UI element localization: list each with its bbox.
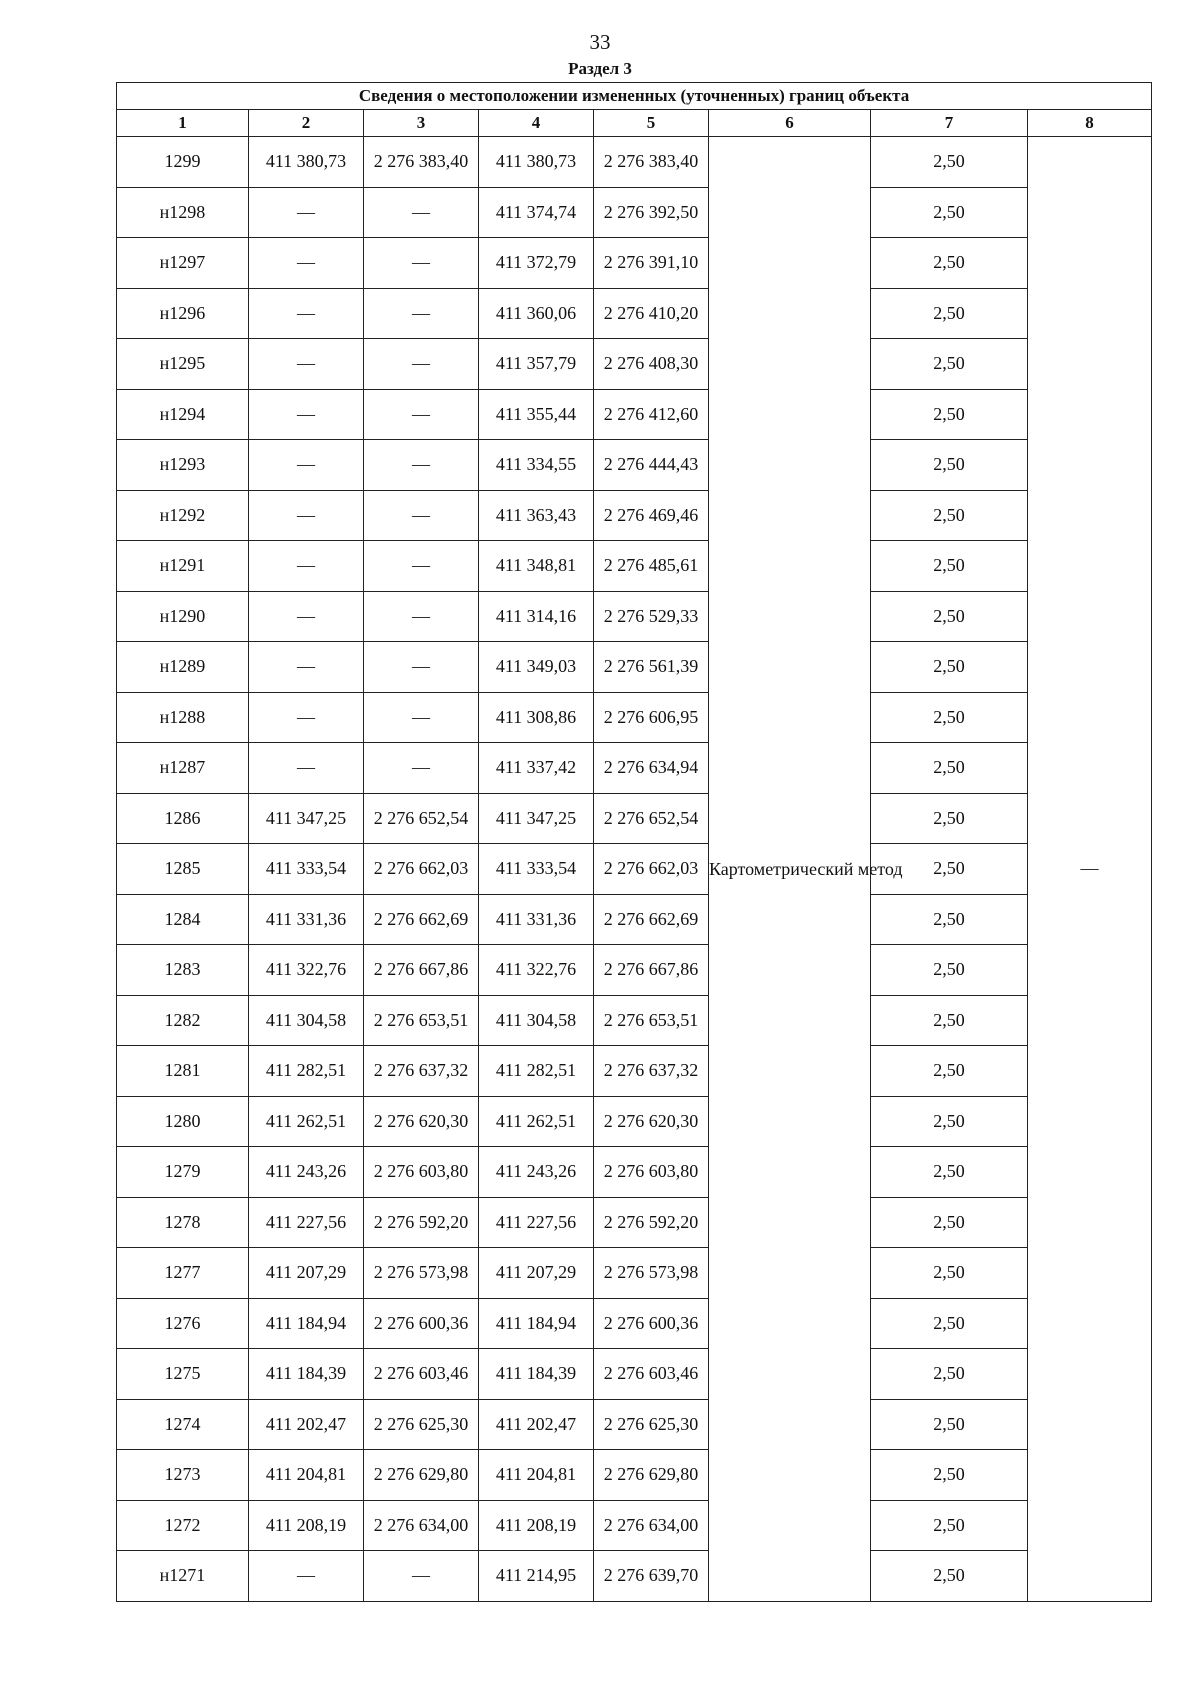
old-y-cell: — (364, 238, 479, 289)
column-header: 7 (871, 110, 1028, 137)
table-row (117, 541, 1152, 592)
new-y-cell: 2 276 529,33 (594, 591, 709, 642)
new-x-cell: 411 360,06 (479, 288, 594, 339)
table-row (117, 1248, 1152, 1299)
table-row (117, 1551, 1152, 1602)
old-x-cell: — (249, 187, 364, 238)
new-x-cell: 411 322,76 (479, 945, 594, 996)
old-y-cell: — (364, 389, 479, 440)
new-x-cell: 411 314,16 (479, 591, 594, 642)
point-number-cell: н1287 (117, 743, 249, 794)
accuracy-cell: 2,50 (871, 945, 1028, 996)
new-y-cell: 2 276 391,10 (594, 238, 709, 289)
old-x-cell: — (249, 238, 364, 289)
old-y-cell: — (364, 642, 479, 693)
old-x-cell: 411 202,47 (249, 1399, 364, 1450)
accuracy-cell: 2,50 (871, 1500, 1028, 1551)
old-y-cell: 2 276 634,00 (364, 1500, 479, 1551)
point-number-cell: н1271 (117, 1551, 249, 1602)
new-x-cell: 411 337,42 (479, 743, 594, 794)
point-number-cell: 1278 (117, 1197, 249, 1248)
point-number-cell: н1294 (117, 389, 249, 440)
column-header: 4 (479, 110, 594, 137)
old-x-cell: 411 333,54 (249, 844, 364, 895)
point-number-cell: 1274 (117, 1399, 249, 1450)
point-number-cell: н1295 (117, 339, 249, 390)
new-y-cell: 2 276 383,40 (594, 137, 709, 188)
point-number-cell: н1297 (117, 238, 249, 289)
table-row (117, 844, 1152, 895)
new-x-cell: 411 243,26 (479, 1147, 594, 1198)
point-number-cell: 1277 (117, 1248, 249, 1299)
old-y-cell: 2 276 653,51 (364, 995, 479, 1046)
new-y-cell: 2 276 392,50 (594, 187, 709, 238)
new-y-cell: 2 276 620,30 (594, 1096, 709, 1147)
old-x-cell: — (249, 591, 364, 642)
point-number-cell: н1288 (117, 692, 249, 743)
old-x-cell: 411 204,81 (249, 1450, 364, 1501)
old-y-cell: — (364, 692, 479, 743)
old-x-cell: 411 347,25 (249, 793, 364, 844)
point-number-cell: н1290 (117, 591, 249, 642)
point-number-cell: 1276 (117, 1298, 249, 1349)
accuracy-cell: 2,50 (871, 1096, 1028, 1147)
old-y-cell: — (364, 541, 479, 592)
old-y-cell: — (364, 1551, 479, 1602)
new-x-cell: 411 184,39 (479, 1349, 594, 1400)
old-y-cell: 2 276 383,40 (364, 137, 479, 188)
table-row (117, 1298, 1152, 1349)
old-y-cell: 2 276 652,54 (364, 793, 479, 844)
old-y-cell: — (364, 339, 479, 390)
table-row (117, 692, 1152, 743)
new-x-cell: 411 308,86 (479, 692, 594, 743)
old-x-cell: 411 227,56 (249, 1197, 364, 1248)
old-y-cell: 2 276 662,03 (364, 844, 479, 895)
column-header: 8 (1028, 110, 1152, 137)
table-row (117, 339, 1152, 390)
point-number-cell: н1293 (117, 440, 249, 491)
new-x-cell: 411 331,36 (479, 894, 594, 945)
new-x-cell: 411 333,54 (479, 844, 594, 895)
accuracy-cell: 2,50 (871, 1046, 1028, 1097)
accuracy-cell: 2,50 (871, 490, 1028, 541)
new-x-cell: 411 349,03 (479, 642, 594, 693)
table-row (117, 793, 1152, 844)
table-row (117, 995, 1152, 1046)
new-y-cell: 2 276 637,32 (594, 1046, 709, 1097)
table-row (117, 642, 1152, 693)
point-number-cell: 1286 (117, 793, 249, 844)
new-x-cell: 411 355,44 (479, 389, 594, 440)
old-x-cell: — (249, 490, 364, 541)
point-number-cell: 1273 (117, 1450, 249, 1501)
old-x-cell: 411 322,76 (249, 945, 364, 996)
accuracy-cell: 2,50 (871, 1551, 1028, 1602)
accuracy-cell: 2,50 (871, 1197, 1028, 1248)
table-row (117, 1046, 1152, 1097)
old-x-cell: 411 243,26 (249, 1147, 364, 1198)
new-y-cell: 2 276 667,86 (594, 945, 709, 996)
table-row (117, 288, 1152, 339)
new-x-cell: 411 227,56 (479, 1197, 594, 1248)
accuracy-cell: 2,50 (871, 1147, 1028, 1198)
old-y-cell: — (364, 490, 479, 541)
table-body (117, 137, 1152, 1602)
point-number-cell: н1291 (117, 541, 249, 592)
table-row (117, 238, 1152, 289)
column8-cell: — (1028, 137, 1152, 1602)
new-y-cell: 2 276 634,94 (594, 743, 709, 794)
new-y-cell: 2 276 639,70 (594, 1551, 709, 1602)
new-x-cell: 411 363,43 (479, 490, 594, 541)
point-number-cell: н1292 (117, 490, 249, 541)
accuracy-cell: 2,50 (871, 591, 1028, 642)
accuracy-cell: 2,50 (871, 137, 1028, 188)
old-y-cell: 2 276 620,30 (364, 1096, 479, 1147)
old-x-cell: — (249, 692, 364, 743)
new-x-cell: 411 208,19 (479, 1500, 594, 1551)
point-number-cell: н1298 (117, 187, 249, 238)
accuracy-cell: 2,50 (871, 389, 1028, 440)
old-x-cell: 411 184,94 (249, 1298, 364, 1349)
point-number-cell: 1285 (117, 844, 249, 895)
old-x-cell: 411 380,73 (249, 137, 364, 188)
point-number-cell: н1289 (117, 642, 249, 693)
accuracy-cell: 2,50 (871, 793, 1028, 844)
accuracy-cell: 2,50 (871, 339, 1028, 390)
new-y-cell: 2 276 573,98 (594, 1248, 709, 1299)
table-row (117, 894, 1152, 945)
column-header: 3 (364, 110, 479, 137)
table-caption: Сведения о местоположении измененных (уточненных) границ объекта (117, 83, 1152, 110)
old-x-cell: 411 262,51 (249, 1096, 364, 1147)
new-y-cell: 2 276 634,00 (594, 1500, 709, 1551)
new-y-cell: 2 276 600,36 (594, 1298, 709, 1349)
old-y-cell: 2 276 573,98 (364, 1248, 479, 1299)
accuracy-cell: 2,50 (871, 844, 1028, 895)
new-y-cell: 2 276 625,30 (594, 1399, 709, 1450)
new-x-cell: 411 380,73 (479, 137, 594, 188)
accuracy-cell: 2,50 (871, 238, 1028, 289)
point-number-cell: 1280 (117, 1096, 249, 1147)
accuracy-cell: 2,50 (871, 995, 1028, 1046)
new-x-cell: 411 348,81 (479, 541, 594, 592)
table-row (117, 1349, 1152, 1400)
accuracy-cell: 2,50 (871, 541, 1028, 592)
column-header: 2 (249, 110, 364, 137)
new-y-cell: 2 276 469,46 (594, 490, 709, 541)
accuracy-cell: 2,50 (871, 1450, 1028, 1501)
section-title: Раздел 3 (568, 59, 632, 78)
accuracy-cell: 2,50 (871, 187, 1028, 238)
table-row (117, 1147, 1152, 1198)
new-y-cell: 2 276 410,20 (594, 288, 709, 339)
new-x-cell: 411 372,79 (479, 238, 594, 289)
accuracy-cell: 2,50 (871, 642, 1028, 693)
old-y-cell: 2 276 603,46 (364, 1349, 479, 1400)
old-x-cell: — (249, 642, 364, 693)
page-number: 33 (589, 30, 611, 54)
table-row (117, 1500, 1152, 1551)
new-x-cell: 411 207,29 (479, 1248, 594, 1299)
column-header-row (117, 110, 1152, 137)
old-y-cell: — (364, 440, 479, 491)
old-x-cell: 411 207,29 (249, 1248, 364, 1299)
column-header: 1 (117, 110, 249, 137)
old-x-cell: 411 282,51 (249, 1046, 364, 1097)
old-x-cell: — (249, 339, 364, 390)
table-row (117, 440, 1152, 491)
point-number-cell: 1283 (117, 945, 249, 996)
old-y-cell: 2 276 629,80 (364, 1450, 479, 1501)
table-row (117, 187, 1152, 238)
old-x-cell: — (249, 389, 364, 440)
old-y-cell: 2 276 662,69 (364, 894, 479, 945)
old-x-cell: — (249, 440, 364, 491)
old-y-cell: 2 276 637,32 (364, 1046, 479, 1097)
new-y-cell: 2 276 662,03 (594, 844, 709, 895)
new-x-cell: 411 262,51 (479, 1096, 594, 1147)
new-y-cell: 2 276 629,80 (594, 1450, 709, 1501)
method-cell: Картометрический метод (709, 137, 871, 1602)
point-number-cell: 1284 (117, 894, 249, 945)
accuracy-cell: 2,50 (871, 743, 1028, 794)
point-number-cell: 1282 (117, 995, 249, 1046)
old-y-cell: 2 276 667,86 (364, 945, 479, 996)
old-y-cell: — (364, 591, 479, 642)
point-number-cell: 1299 (117, 137, 249, 188)
accuracy-cell: 2,50 (871, 288, 1028, 339)
table-row (117, 1096, 1152, 1147)
accuracy-cell: 2,50 (871, 1349, 1028, 1400)
new-y-cell: 2 276 408,30 (594, 339, 709, 390)
new-y-cell: 2 276 606,95 (594, 692, 709, 743)
new-x-cell: 411 282,51 (479, 1046, 594, 1097)
point-number-cell: 1272 (117, 1500, 249, 1551)
point-number-cell: 1279 (117, 1147, 249, 1198)
new-y-cell: 2 276 444,43 (594, 440, 709, 491)
table-row (117, 490, 1152, 541)
new-y-cell: 2 276 603,80 (594, 1147, 709, 1198)
table-row (117, 1197, 1152, 1248)
old-x-cell: — (249, 541, 364, 592)
new-x-cell: 411 304,58 (479, 995, 594, 1046)
old-y-cell: 2 276 592,20 (364, 1197, 479, 1248)
point-number-cell: 1281 (117, 1046, 249, 1097)
table-row (117, 389, 1152, 440)
point-number-cell: 1275 (117, 1349, 249, 1400)
new-y-cell: 2 276 592,20 (594, 1197, 709, 1248)
old-y-cell: 2 276 603,80 (364, 1147, 479, 1198)
new-y-cell: 2 276 603,46 (594, 1349, 709, 1400)
table-row (117, 743, 1152, 794)
new-x-cell: 411 204,81 (479, 1450, 594, 1501)
old-y-cell: 2 276 600,36 (364, 1298, 479, 1349)
old-x-cell: 411 304,58 (249, 995, 364, 1046)
old-x-cell: — (249, 288, 364, 339)
table-row (117, 945, 1152, 996)
table-row (117, 1450, 1152, 1501)
table-row (117, 1399, 1152, 1450)
new-x-cell: 411 214,95 (479, 1551, 594, 1602)
accuracy-cell: 2,50 (871, 1298, 1028, 1349)
new-x-cell: 411 347,25 (479, 793, 594, 844)
old-y-cell: — (364, 288, 479, 339)
new-x-cell: 411 184,94 (479, 1298, 594, 1349)
table-row (117, 137, 1152, 188)
new-y-cell: 2 276 652,54 (594, 793, 709, 844)
table-row (117, 591, 1152, 642)
new-y-cell: 2 276 485,61 (594, 541, 709, 592)
new-y-cell: 2 276 653,51 (594, 995, 709, 1046)
column-header: 5 (594, 110, 709, 137)
old-y-cell: 2 276 625,30 (364, 1399, 479, 1450)
new-x-cell: 411 334,55 (479, 440, 594, 491)
new-x-cell: 411 357,79 (479, 339, 594, 390)
old-y-cell: — (364, 187, 479, 238)
column-header: 6 (709, 110, 871, 137)
old-x-cell: — (249, 1551, 364, 1602)
old-y-cell: — (364, 743, 479, 794)
accuracy-cell: 2,50 (871, 894, 1028, 945)
accuracy-cell: 2,50 (871, 1248, 1028, 1299)
accuracy-cell: 2,50 (871, 1399, 1028, 1450)
boundary-coordinates-table (116, 82, 1152, 1602)
new-y-cell: 2 276 412,60 (594, 389, 709, 440)
new-x-cell: 411 374,74 (479, 187, 594, 238)
old-x-cell: 411 184,39 (249, 1349, 364, 1400)
new-x-cell: 411 202,47 (479, 1399, 594, 1450)
old-x-cell: — (249, 743, 364, 794)
accuracy-cell: 2,50 (871, 440, 1028, 491)
old-x-cell: 411 331,36 (249, 894, 364, 945)
old-x-cell: 411 208,19 (249, 1500, 364, 1551)
new-y-cell: 2 276 561,39 (594, 642, 709, 693)
new-y-cell: 2 276 662,69 (594, 894, 709, 945)
point-number-cell: н1296 (117, 288, 249, 339)
accuracy-cell: 2,50 (871, 692, 1028, 743)
